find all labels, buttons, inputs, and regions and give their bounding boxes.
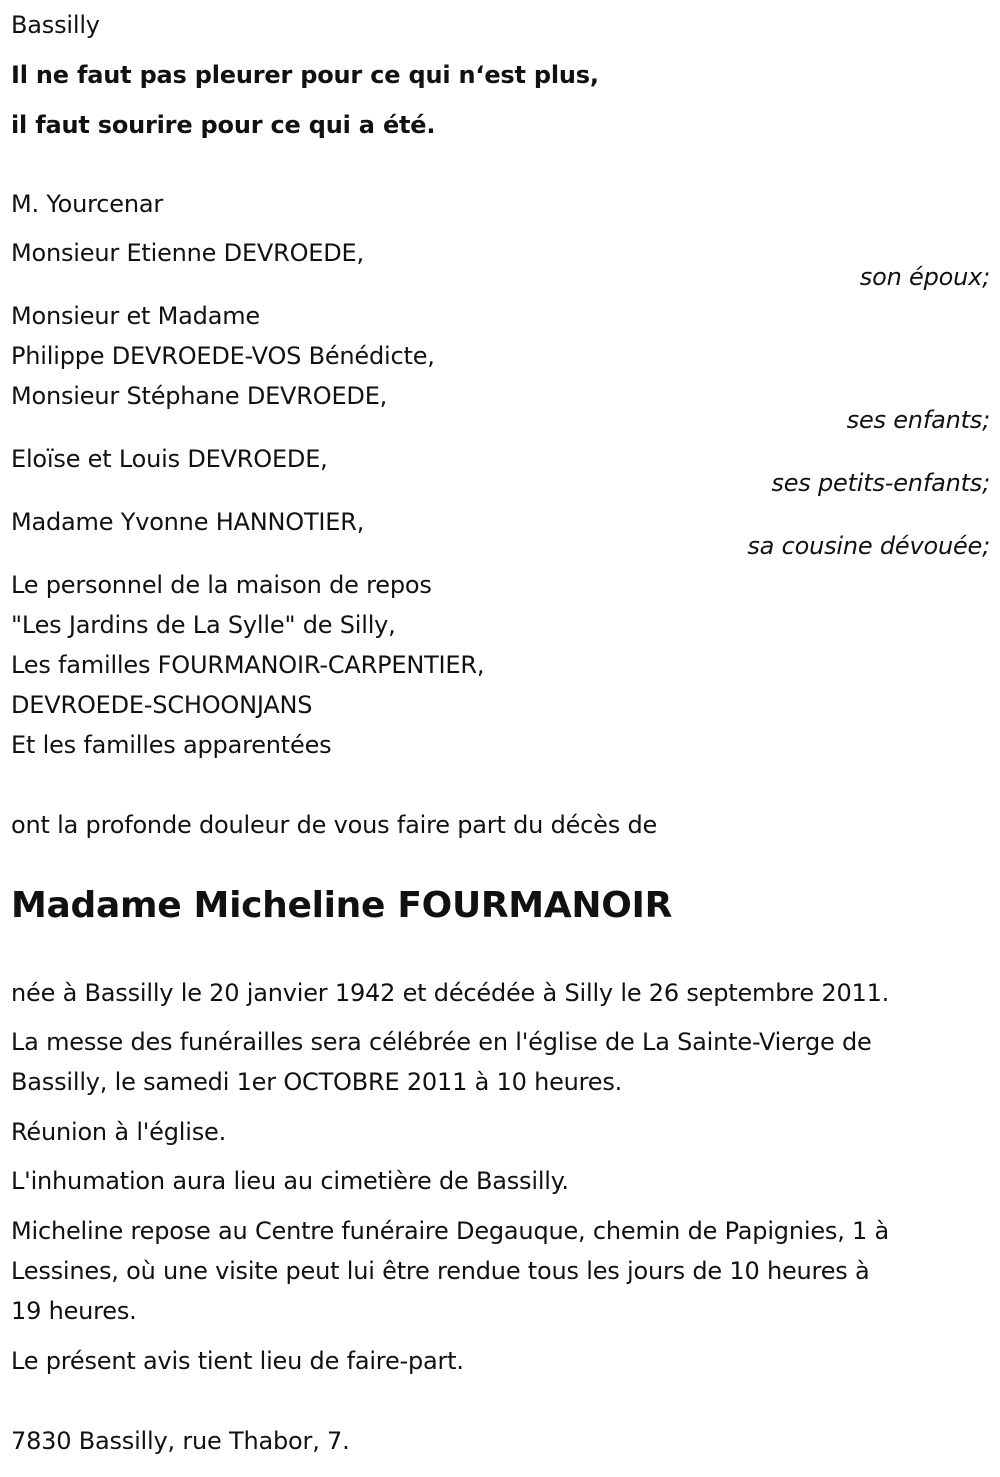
others-line-5: Et les familles apparentées: [11, 731, 332, 759]
rest-line-2: Lessines, où une visite peut lui être rendue tous les jours de 10 heures à: [11, 1257, 870, 1285]
family-children-line-3: Monsieur Stéphane DEVROEDE,: [11, 382, 388, 410]
birth-death: née à Bassilly le 20 janvier 1942 et décédée à Silly le 26 septembre 2011.: [11, 979, 890, 1007]
family-children-line-1: Monsieur et Madame: [11, 302, 260, 330]
notice: Le présent avis tient lieu de faire-part.: [11, 1347, 464, 1375]
deceased-name: Madame Micheline FOURMANOIR: [11, 885, 673, 926]
address: 7830 Bassilly, rue Thabor, 7.: [11, 1427, 350, 1455]
family-spouse: Monsieur Etienne DEVROEDE,: [11, 239, 364, 267]
others-line-4: DEVROEDE-SCHOONJANS: [11, 691, 313, 719]
family-grandchildren: Eloïse et Louis DEVROEDE,: [11, 445, 328, 473]
announcement: ont la profonde douleur de vous faire part du décès de: [11, 811, 658, 839]
role-grandchildren: ses petits-enfants;: [771, 469, 990, 497]
mass-line-1: La messe des funérailles sera célébrée en l'église de La Sainte-Vierge de: [11, 1028, 872, 1056]
place-heading: Bassilly: [11, 11, 100, 39]
burial-info: L'inhumation aura lieu au cimetière de Bassilly.: [11, 1167, 569, 1195]
role-cousin: sa cousine dévouée;: [747, 532, 990, 560]
quote-line-1: Il ne faut pas pleurer pour ce qui n‘est plus,: [11, 61, 599, 89]
rest-line-3: 19 heures.: [11, 1297, 137, 1325]
mass-line-2: Bassilly, le samedi 1er OCTOBRE 2011 à 10 heures.: [11, 1068, 623, 1096]
rest-line-1: Micheline repose au Centre funéraire Degauque, chemin de Papignies, 1 à: [11, 1217, 890, 1245]
role-spouse: son époux;: [859, 263, 990, 291]
others-line-3: Les familles FOURMANOIR-CARPENTIER,: [11, 651, 485, 679]
family-cousin: Madame Yvonne HANNOTIER,: [11, 508, 365, 536]
family-children-line-2: Philippe DEVROEDE-VOS Bénédicte,: [11, 342, 435, 370]
quote-author: M. Yourcenar: [11, 190, 164, 218]
others-line-2: "Les Jardins de La Sylle" de Silly,: [11, 611, 396, 639]
role-children: ses enfants;: [846, 406, 990, 434]
quote-line-2: il faut sourire pour ce qui a été.: [11, 111, 436, 139]
meeting-info: Réunion à l'église.: [11, 1118, 227, 1146]
others-line-1: Le personnel de la maison de repos: [11, 571, 432, 599]
